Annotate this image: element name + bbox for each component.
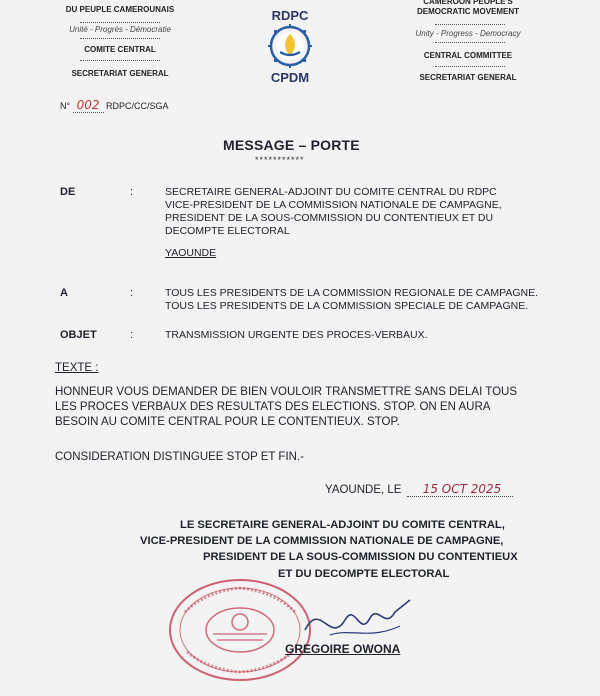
date-stamp: 15 OCT 2025: [422, 482, 502, 496]
body-line: HONNEUR VOUS DEMANDER DE BIEN VOULOIR TRANSMETTRE SANS DELAI TOUS: [55, 386, 517, 398]
divider: [435, 66, 505, 67]
de-line: VICE-PRESIDENT DE LA COMMISSION NATIONALE DE CAMPAGNE,: [165, 199, 502, 211]
reference-suffix: RDPC/CC/SGA: [106, 101, 169, 111]
header-right-secretariat: SECRETARIAT GENERAL: [419, 73, 517, 82]
date-line: [325, 482, 513, 497]
header-right-line1: DEMOCRATIC MOVEMENT: [416, 7, 520, 16]
header-right-motto: Unity - Progress - Democracy: [415, 29, 521, 38]
de-line: PRESIDENT DE LA SOUS-COMMISSION DU CONTENTIEUX ET DU: [165, 212, 494, 224]
logo-bottom-text: CPDM: [270, 70, 310, 85]
de-label: DE: [60, 186, 76, 198]
reference-prefix: N°: [60, 101, 71, 111]
a-colon: :: [130, 287, 134, 299]
objet-colon: :: [130, 329, 134, 341]
title-stars: ***********: [255, 155, 305, 165]
message-body: [55, 385, 517, 430]
objet-label: OBJET: [60, 329, 97, 341]
handwritten-signature-icon: [300, 590, 420, 650]
signatory-name: GREGOIRE OWONA: [285, 642, 401, 656]
de-line: DECOMPTE ELECTORAL: [165, 225, 290, 237]
date-prefix: YAOUNDE, LE: [325, 484, 402, 496]
divider: [80, 22, 160, 23]
a-label: A: [60, 287, 68, 299]
closing-line: CONSIDERATION DISTINGUEE STOP ET FIN.-: [55, 451, 304, 463]
body-line: LES PROCES VERBAUX DES RESULTATS DES ELECTIONS. STOP. ON EN AURA: [55, 401, 491, 413]
signature-line: VICE-PRESIDENT DE LA COMMISSION NATIONALE DE CAMPAGNE,: [140, 535, 504, 547]
header-left-motto: Unité - Progrès - Démocratie: [69, 25, 171, 34]
signature-line: ET DU DECOMPTE ELECTORAL: [278, 568, 450, 580]
divider: [435, 42, 505, 43]
header-left-line1: DU PEUPLE CAMEROUNAIS: [65, 5, 175, 14]
de-line: SECRETAIRE GENERAL-ADJOINT DU COMITE CENTRAL DU RDPC: [165, 186, 497, 198]
a-line: TOUS LES PRESIDENTS DE LA COMMISSION SPECIALE DE CAMPAGNE.: [165, 300, 529, 312]
de-colon: :: [130, 186, 134, 198]
de-value: [165, 186, 502, 260]
reference-handwritten-number: 002: [76, 98, 100, 112]
texte-label: TEXTE :: [55, 362, 99, 374]
document-title: MESSAGE – PORTE: [223, 137, 360, 153]
header-left-secretariat: SECRETARIAT GENERAL: [71, 69, 169, 78]
signature-line: LE SECRETAIRE GENERAL-ADJOINT DU COMITE CENTRAL,: [180, 519, 505, 531]
reference-number: [60, 98, 169, 113]
header-right-line0: CAMEROON PEOPLE'S: [423, 0, 513, 6]
de-city: YAOUNDE: [165, 247, 217, 259]
a-value: [165, 287, 538, 313]
signature-line: PRESIDENT DE LA SOUS-COMMISSION DU CONTENTIEUX: [203, 551, 518, 563]
divider: [80, 38, 160, 39]
logo-top-text: RDPC: [271, 8, 309, 23]
divider: [80, 60, 160, 61]
objet-value: TRANSMISSION URGENTE DES PROCES-VERBAUX.: [165, 329, 428, 341]
divider: [435, 24, 505, 25]
body-line: BESOIN AU COMITE CENTRAL POUR LE CONTENTIEUX. STOP.: [55, 416, 400, 428]
rdpc-logo: [250, 6, 330, 86]
header-right-committee: CENTRAL COMMITTEE: [423, 51, 513, 60]
header-left-committee: COMITE CENTRAL: [84, 45, 156, 54]
a-line: TOUS LES PRESIDENTS DE LA COMMISSION REGIONALE DE CAMPAGNE.: [165, 287, 539, 299]
official-stamp-icon: [165, 572, 320, 687]
